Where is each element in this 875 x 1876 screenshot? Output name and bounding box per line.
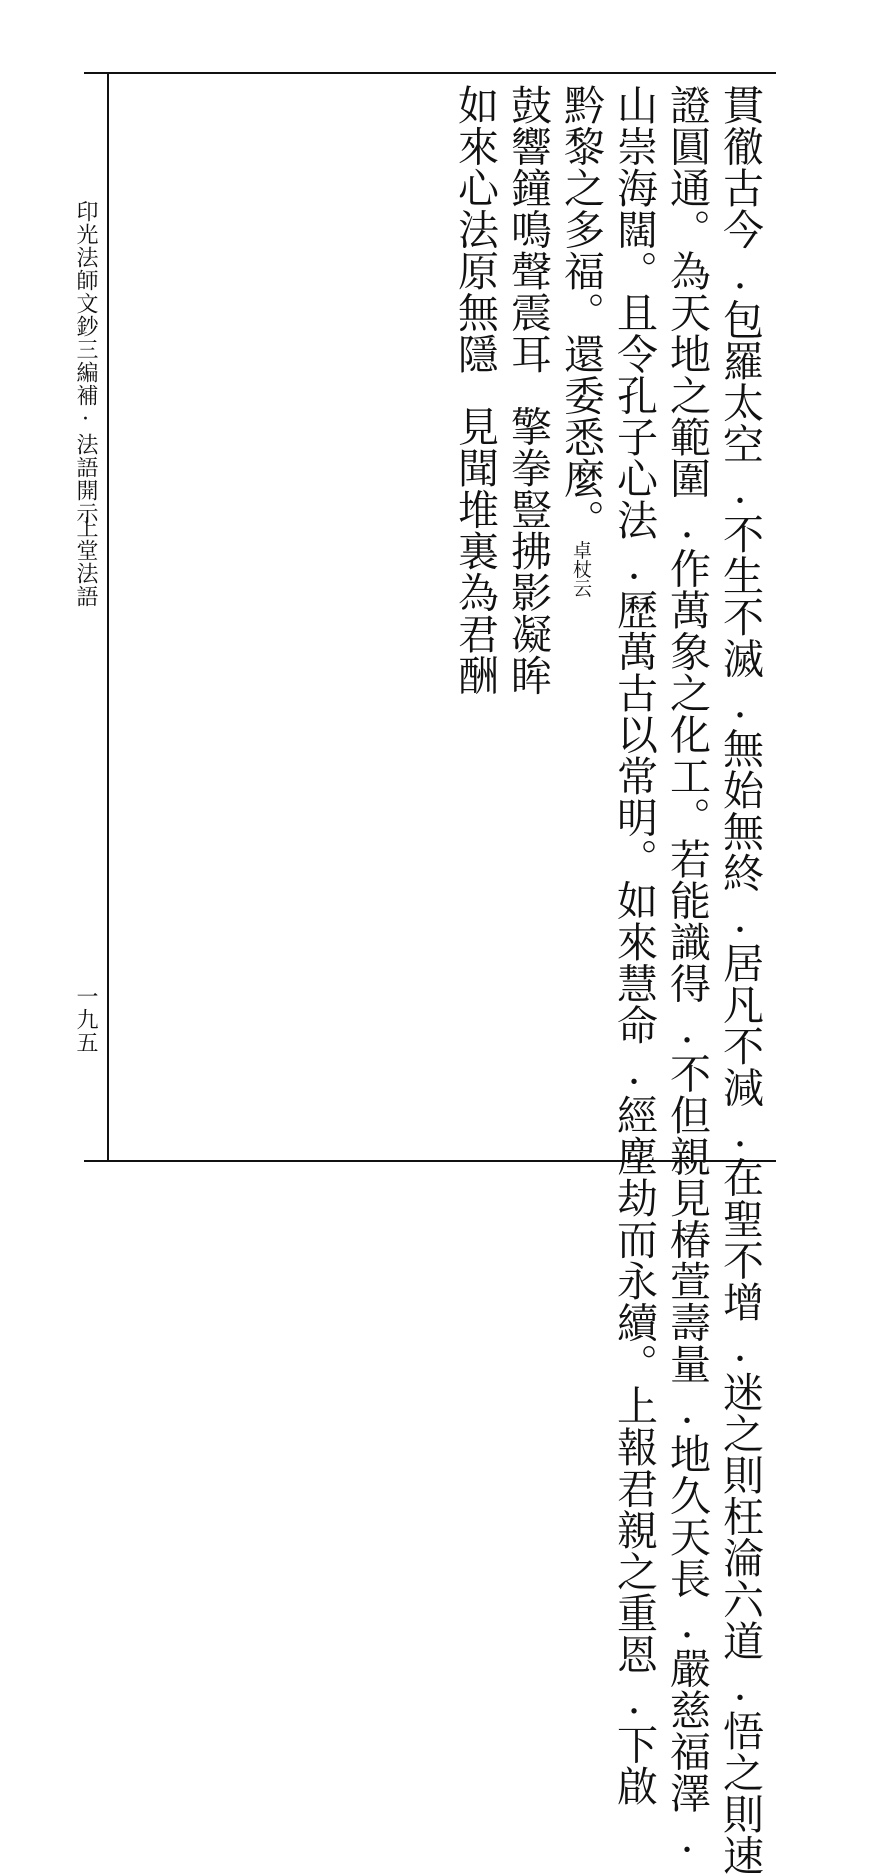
annotation-note: 卓杖云 <box>570 540 592 598</box>
text-column-3: 山崇海闊。且令孔子心法.歷萬古以常明。如來慧命.經塵劫而永續。上報君親之重恩.下啟 <box>610 84 658 1807</box>
frame-top-line <box>84 72 776 74</box>
page-number: 一九五 <box>73 985 98 1054</box>
main-text <box>447 84 765 1876</box>
verse-column-2: 如來心法原無隱見聞堆裏為君酬 <box>451 84 499 696</box>
section-title: 上堂法語 <box>73 516 98 608</box>
text-column-4: 黔黎之多福。還委悉麼。卓杖云 <box>557 84 605 598</box>
text-column-1: 貫徹古今.包羅太空.不生不滅.無始無終.居凡不減.在聖不增.迷之則枉淪六道.悟之則速 <box>716 84 764 1876</box>
frame-margin-line <box>107 73 109 1161</box>
verse-column-1: 鼓響鐘鳴聲震耳擎拳豎拂影凝眸 <box>504 84 552 696</box>
text-column-2: 證圓通。為天地之範圍.作萬象之化工。若能識得.不但親見椿萱壽量.地久天長.嚴慈福澤. <box>663 84 711 1862</box>
book-title: 印光法師文鈔三編補·法語開示 <box>73 200 98 525</box>
